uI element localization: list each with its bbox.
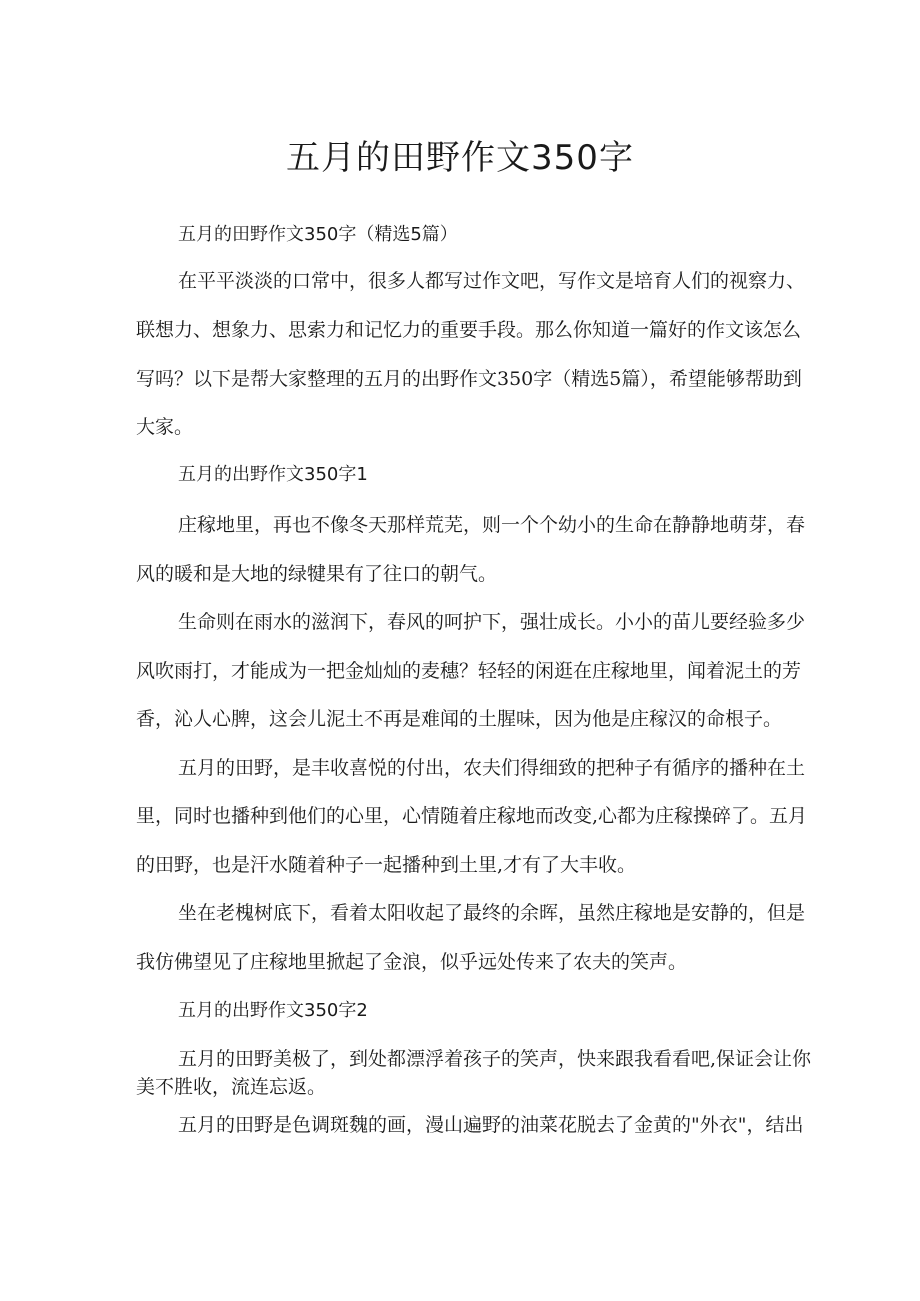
s2-p1-line-2: 美不胜收，流连忘返。 bbox=[136, 1076, 327, 1098]
s1-p2-line-2: 风吹雨打，才能成为一把金灿灿的麦穗？轻轻的闲逛在庄稼地里，闻着泥土的芳 bbox=[136, 660, 802, 682]
document-title: 五月的田野作文350字 bbox=[286, 138, 634, 178]
s1-p4-line-1: 坐在老槐树底下，看着太阳收起了最终的余晖，虽然庄稼地是安静的，但是 bbox=[178, 902, 806, 924]
s1-p1-line-1: 庄稼地里，再也不像冬天那样荒芜，则一个个幼小的生命在静静地萌芽，春 bbox=[178, 514, 806, 536]
s1-p1-line-2: 风的暖和是大地的绿犍果有了往口的朝气。 bbox=[136, 563, 498, 585]
s1-p3-line-1: 五月的田野，是丰收喜悦的付出，农夫们得细致的把种子有循序的播种在土 bbox=[178, 757, 806, 779]
s2-p1-line-1: 五月的田野美极了，到处都漂浮着孩子的笑声，快来跟我看看吧,保证会让你 bbox=[178, 1048, 812, 1070]
s1-p2-line-1: 生命则在雨水的滋润下，春风的呵护下，强壮成长。小小的苗儿要经验多少 bbox=[178, 611, 806, 633]
s1-p3-line-3: 的田野，也是汗水随着种子一起播种到土里,才有了大丰收。 bbox=[136, 854, 637, 876]
section2-heading: 五月的出野作文350字2 bbox=[178, 1000, 368, 1021]
intro-line-1: 在平平淡淡的口常中，很多人都写过作文吧，写作文是培育人们的视察力、 bbox=[178, 270, 806, 292]
intro-line-4: 大家。 bbox=[136, 416, 194, 438]
s2-p2-line-1: 五月的田野是色调斑魏的画，漫山遍野的油菜花脱去了金黄的"外衣"，结出 bbox=[178, 1114, 804, 1136]
document-subtitle: 五月的田野作文350字（精选5篇） bbox=[178, 224, 458, 245]
intro-line-2: 联想力、想象力、思索力和记忆力的重要手段。那么你知道一篇好的作文该怎么 bbox=[136, 319, 802, 341]
s1-p3-line-2: 里，同时也播种到他们的心里，心情随着庄稼地而改变,心都为庄稼操碎了。五月 bbox=[136, 805, 808, 827]
s1-p4-line-2: 我仿佛望见了庄稼地里掀起了金浪，似乎远处传来了农夫的笑声。 bbox=[136, 951, 688, 973]
intro-line-3: 写吗？以下是帮大家整理的五月的出野作文350字（精选5篇），希望能够帮助到 bbox=[136, 368, 802, 390]
s1-p2-line-3: 香，沁人心脾，这会儿泥土不再是难闻的土腥味，因为他是庄稼汉的命根子。 bbox=[136, 708, 783, 730]
section1-heading: 五月的出野作文350字1 bbox=[178, 464, 368, 485]
